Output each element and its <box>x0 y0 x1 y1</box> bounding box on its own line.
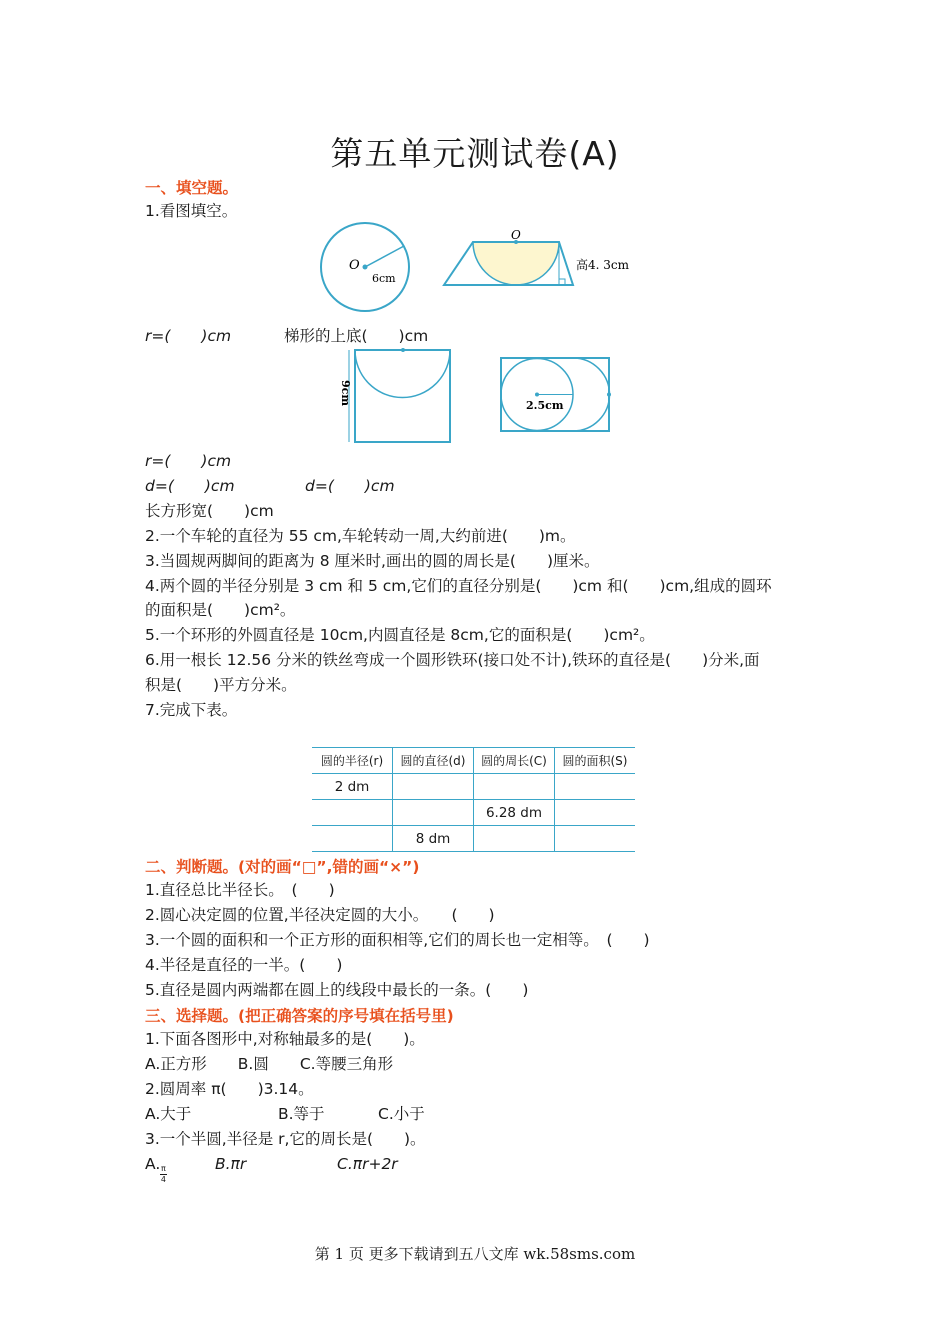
answer-d2: d=( )cm <box>305 477 395 495</box>
center-dot <box>363 265 368 270</box>
center-label: O <box>349 258 360 273</box>
center-dot <box>401 348 405 352</box>
choice-options-1: A.正方形 B.圆 C.等腰三角形 <box>145 1055 394 1073</box>
table-cell <box>555 800 636 826</box>
square-shape <box>355 350 450 442</box>
choice-option-c: C.小于 <box>378 1105 425 1123</box>
judge-item: 4.半径是直径的一半。( ) <box>145 956 343 974</box>
choice-option-c: C.πr+2r <box>337 1155 398 1173</box>
table-cell <box>555 774 636 800</box>
section-heading-fill: 一、填空题。 <box>145 179 239 197</box>
edge-dot <box>607 393 611 397</box>
choice-option-a: A.大于 <box>145 1105 192 1123</box>
table-cell <box>474 826 555 852</box>
question-6-line1: 6.用一根长 12.56 分米的铁丝弯成一个圆形铁环(接口处不计),铁环的直径是( )分米,面 <box>145 651 760 669</box>
table-row <box>312 774 635 800</box>
table-cell <box>393 774 474 800</box>
judge-item: 1.直径总比半径长。 ( ) <box>145 881 335 899</box>
question-2: 2.一个车轮的直径为 55 cm,车轮转动一周,大约前进( )m。 <box>145 527 576 545</box>
table-header: 圆的半径(r) <box>312 748 393 774</box>
choice-option-a: A. <box>145 1155 161 1173</box>
question-7: 7.完成下表。 <box>145 701 238 719</box>
rectangle-figure <box>498 356 614 434</box>
question-4-line1: 4.两个圆的半径分别是 3 cm 和 5 cm,它们的直径分别是( )cm 和( )cm,组成的圆环 <box>145 577 772 595</box>
answer-d1: d=( )cm <box>145 477 235 495</box>
fraction-numerator: π <box>161 1164 166 1173</box>
table-cell: 2 dm <box>312 774 393 800</box>
table-cell <box>474 774 555 800</box>
table-header-row <box>312 748 635 774</box>
section-heading-choice: 三、选择题。(把正确答案的序号填在括号里) <box>145 1007 454 1025</box>
semicircle-shape <box>355 350 450 398</box>
answer-r1: r=( )cm <box>145 327 232 345</box>
radius-label: 2.5cm <box>526 399 564 412</box>
answer-trapezoid-top: 梯形的上底( )cm <box>284 327 429 345</box>
side-label: 9cm <box>339 380 352 406</box>
section-heading-judge: 二、判断题。(对的画“□”,错的画“×”) <box>145 858 420 876</box>
choice-option-b: B.等于 <box>278 1105 325 1123</box>
trapezoid-figure <box>440 228 640 290</box>
answer-width: 长方形宽( )cm <box>145 502 274 520</box>
circle-figure <box>318 220 413 315</box>
page-title: 第五单元测试卷(A) <box>330 134 620 173</box>
fraction <box>160 1164 167 1185</box>
semicircle-shape <box>573 358 610 431</box>
choice-question-2: 2.圆周率 π( )3.14。 <box>145 1080 314 1098</box>
height-label: 高4. 3cm <box>576 258 629 272</box>
center-label: O <box>511 228 521 242</box>
square-figure <box>337 346 455 446</box>
answer-r2: r=( )cm <box>145 452 232 470</box>
table-header: 圆的周长(C) <box>474 748 555 774</box>
question-5: 5.一个环形的外圆直径是 10cm,内圆直径是 8cm,它的面积是( )cm²。 <box>145 626 655 644</box>
table-header: 圆的面积(S) <box>555 748 636 774</box>
question-1: 1.看图填空。 <box>145 202 238 220</box>
table-cell <box>393 800 474 826</box>
table-cell <box>555 826 636 852</box>
table-header: 圆的直径(d) <box>393 748 474 774</box>
question-4-line2: 的面积是( )cm²。 <box>145 601 296 619</box>
table-cell <box>312 826 393 852</box>
table-row <box>312 826 635 852</box>
table-cell: 8 dm <box>393 826 474 852</box>
circle-table <box>312 747 635 852</box>
fraction-denominator: 4 <box>160 1175 166 1184</box>
table-row <box>312 800 635 826</box>
page-footer: 第 1 页 更多下载请到五八文库 wk.58sms.com <box>314 1245 636 1263</box>
table-cell: 6.28 dm <box>474 800 555 826</box>
radius-label: 6cm <box>372 272 396 285</box>
question-3: 3.当圆规两脚间的距离为 8 厘米时,画出的圆的周长是( )厘米。 <box>145 552 600 570</box>
center-dot <box>535 393 539 397</box>
judge-item: 5.直径是圆内两端都在圆上的线段中最长的一条。( ) <box>145 981 529 999</box>
judge-item: 3.一个圆的面积和一个正方形的面积相等,它们的周长也一定相等。 ( ) <box>145 931 650 949</box>
table-cell <box>312 800 393 826</box>
semicircle-shape <box>473 242 559 285</box>
question-6-line2: 积是( )平方分米。 <box>145 676 297 694</box>
choice-question-3: 3.一个半圆,半径是 r,它的周长是( )。 <box>145 1130 426 1148</box>
judge-item: 2.圆心决定圆的位置,半径决定圆的大小。 ( ) <box>145 906 495 924</box>
radius-line <box>365 246 404 267</box>
choice-question-1: 1.下面各图形中,对称轴最多的是( )。 <box>145 1030 425 1048</box>
choice-option-b: B.πr <box>215 1155 247 1173</box>
